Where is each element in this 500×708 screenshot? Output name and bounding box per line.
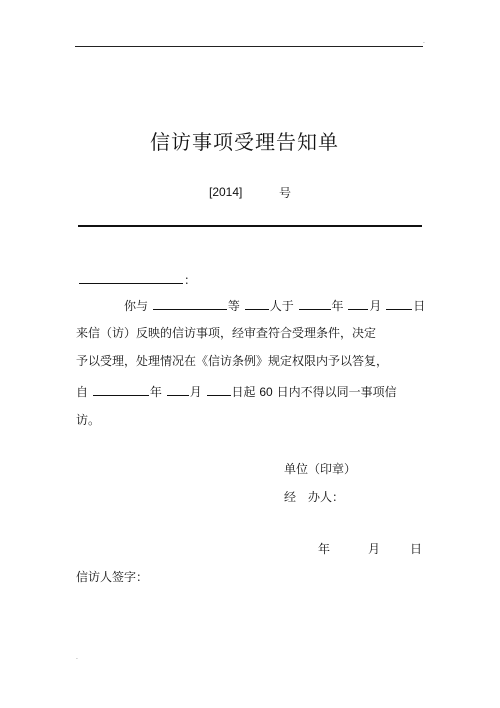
letter-day-blank[interactable] xyxy=(386,298,412,310)
signature-label: 信访人签字： xyxy=(76,570,149,584)
letter-year-blank[interactable] xyxy=(299,298,331,310)
person-count-blank[interactable] xyxy=(245,298,269,310)
start-day-blank[interactable] xyxy=(207,384,231,396)
date-month-label: 月 xyxy=(368,542,381,556)
days-limit: 60 xyxy=(259,385,273,399)
start-month-blank[interactable] xyxy=(167,384,189,396)
letter-month-blank[interactable] xyxy=(348,298,368,310)
page-title: 信访事项受理告知单 xyxy=(150,130,339,154)
body-line-1: 你与 等 人于 年 月 日 xyxy=(124,299,426,313)
document-number-label: 号 xyxy=(279,186,292,200)
addressee-blank[interactable] xyxy=(79,272,183,284)
document-year: [2014] xyxy=(209,185,243,199)
handler-label: 经 办人： xyxy=(284,490,345,504)
addressee-line xyxy=(78,272,196,287)
footer-mark: . xyxy=(76,654,78,661)
date-day-label: 日 xyxy=(410,542,423,556)
body-line-4: 自 年 月 日起 60 日内不得以同一事项信 xyxy=(76,385,397,399)
date-year-label: 年 xyxy=(318,542,331,556)
body-line-3: 予以受理，处理情况在《信访条例》规定权限内予以答复， xyxy=(76,354,389,368)
body-line-5: 访。 xyxy=(76,413,101,427)
header-rule xyxy=(75,46,423,47)
related-party-blank[interactable] xyxy=(153,298,227,310)
unit-seal-label: 单位（印章） xyxy=(284,462,357,476)
body-line-2: 来信（访）反映的信访事项，经审查符合受理条件，决定 xyxy=(76,326,377,340)
title-divider xyxy=(78,225,422,227)
addressee-colon: ： xyxy=(184,273,197,287)
start-year-blank[interactable] xyxy=(93,384,149,396)
header-mark: . xyxy=(423,38,425,45)
